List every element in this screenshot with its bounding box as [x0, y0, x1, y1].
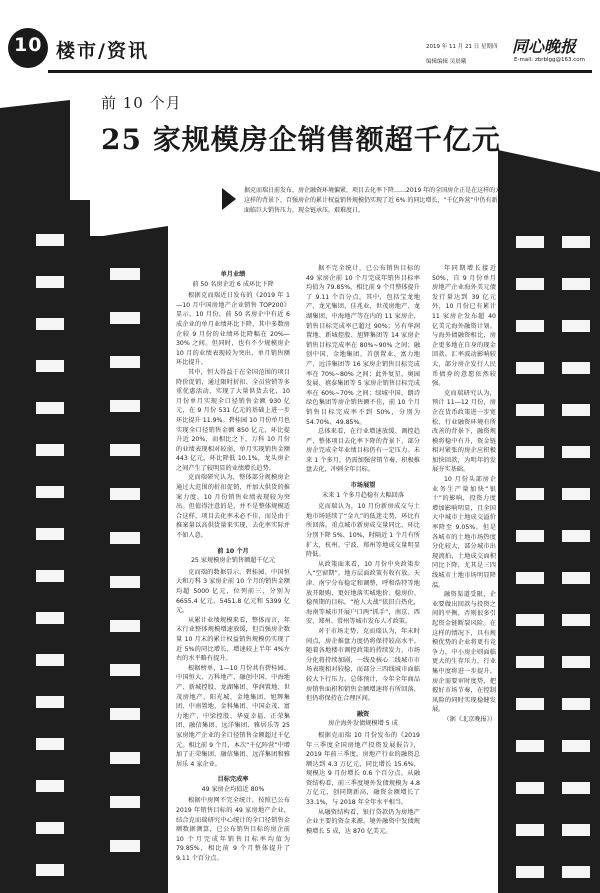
article-subheading: 前 10 个月 [217, 547, 249, 555]
article-column-3 [432, 264, 496, 723]
article-subheading: 融资 [356, 710, 370, 718]
date-line: 2019 年 11 月 21 日 星期四 [426, 44, 498, 50]
article-subheading: 市场展望 [350, 482, 376, 490]
article-paragraph: 从融资结构看，银行贷款仍为房地产企业主要的资金来源。境外融资中发债规模增长 5 成，达 870 亿美元。 [306, 808, 420, 835]
article-paragraph: 根据克而瑞 10 月份发布的《2019 年三季度全国房地产投资发展报告》，2019 年前三季度，房地产行业的融资总额达到 4.3 万亿元，同比增长 15.6%，规模达 9 月份增长 0.6 个百分点。从融资结构看，前三季度境外发债规模为 4.8 万亿元，创同期新高，融资金额增长了 33.1%，与 2018 年全年水平相当。 [306, 731, 420, 807]
article-paragraph: 根据克而瑞近日发布的《2019 年 1—10 月中国房地产企业销售 TOP200》显示，10 月份，前 50 名房企中有近 6 成企业的单月业绩环比下降，其中多数房企较 9 月份的业绩环比降幅在 20%—30% 之间。但同时，也有不少规模房企 10 月的业绩表现较为突出，单月销售额环比提升。 [176, 292, 290, 367]
left-second-roof [90, 226, 168, 238]
article-paragraph: 克而瑞研究认为，整体部分规模房企通过大范围的折扣促销，并加大供货的推案力度，10 月份销售业绩表现较为突出。但值得注意的是，并不是整体规模适合这样，项目去化率未必不佳，而是由于推案量以高供货量来实现，去化率实际并不如人意。 [176, 474, 290, 540]
article-paragraph: 对于市场走势，克而瑞认为，年末时间点，房企推盘力度仍将保持较高水平。随着各地楼市调控政策的持续发力，市场分化将持续加剧，一线及核心二线城市市场表现相对较稳，而部分三四线城市面临较大下行压力。总体预计，今年全年商品房销售面积和销售金额增速将有所回落，但仍将保持在合理区间。 [306, 627, 420, 703]
article-subheading: 目标完成率 [217, 776, 249, 784]
article-paragraph: 总体来看，在行业增速放缓、调控趋严、整体项目去化率下降的背景下，部分房企完成全年业绩目标仍有一定压力。未来 1 个多月，仍需加强营销节奏，积极推盘去化，冲刺全年目标。 [306, 428, 420, 474]
article-paragraph: 据不完全统计，已公布销售目标的 49 家房企前 10 个月完成年销售目标率均值为 79.85%，相比前 9 个月整体提升了 9.11 个百分点。其中，包括宝龙地产、龙光集团、佳兆业、世茂房地产、龙湖集团、中海地产等在内的 11 家房企，销售目标完成率已超过 90%；另有华润置地、新城控股、旭辉集团等 14 家房企销售目标完成率在 80%~90% 之间；融创中国、金地集团、首创置业、富力地产、远洋集团等 16 家房企销售目标完成率在 70%~80% 之间；此外复星、奥园发展、禧泰集团等 5 家房企销售目标完成率在 60%~70% 之间；绿城中国、朗诗绿色集团等房企销售额不佳，前 10 个月销售目标完成率不到 50%，分别为 54.70%、49.85%。 [306, 265, 420, 426]
header-rule [48, 70, 592, 73]
article-paragraph: 克而瑞的数据显示，碧桂园、中国恒大和万科 3 家房企前 10 个月的销售金额均超 5000 亿元，位列前三，分别为 6655.4 亿元、5451.8 亿元和 5399 亿元。 [176, 568, 290, 615]
article-subheading: 房企海外发债规模增 5 成 [328, 720, 398, 728]
left-roof-shape [0, 100, 70, 150]
article-paragraph: 从政策面来看，10 月份中央政策步入“空窗期”，地方层面政策有收有放。天津、南宁分布稳定和调整，呼和浩特等地放开限购，更好地落实城地价、稳房价、稳预期的目标。“抢人大战”依旧白热化，海南等城市开展户口两“抓手”，南京、西安、郑州、常州等城市发布人才政策。 [306, 560, 420, 626]
article-column-2 [306, 264, 420, 893]
article-subheading: 前 50 名房企近 6 成环比下降 [192, 280, 274, 288]
editor-line: 编辑编辑 吴晨曦 [426, 59, 467, 65]
article-paragraph: 年同期增长接近 50%，自 9 月份单月房地产企业海外美元债发行量达到 39 亿元外，10 月份已有累计 11 家房企发布超 40 亿美元海外融资计划。与海外债融资相比，房企更多地在自身的现金回款。汇率波动影响较大，部分房企发行人民币债券的意愿依然较强。 [432, 265, 496, 388]
left-tower-second [90, 236, 168, 893]
article-paragraph: 融资渠道受限，企业要做出回款与投资之间的平衡，否则很多引起资金链断裂风险。在这样的情况下，具有规模优势的企业将更有竞争力，中小房企则面临更大的生存压力，行业集中度将进一步提升。房企需要审时度势，把握好市场节奏，在控制风险的同时实现稳健发展。 [432, 591, 496, 714]
article-column-1 [176, 264, 290, 893]
article-paragraph: 从累计业绩规模来看，整体而言，年末行业整体规模增速放缓，但百强房企数量 10 月末的累计权益销售规模仍实现了近 5%的同比增长，增速较上半年 4%左右的水平略有提升。 [176, 616, 290, 663]
quote-arrow-icon [222, 188, 236, 210]
article-subheading: 单月业绩 [220, 271, 246, 278]
article-subheading: 25 家规模房企销售额超千亿元 [190, 557, 276, 565]
lead-summary: 据克而瑞日前发布，房企融资环境偏紧，项目去化率下降……2019 年的全国房企正是在这样的大背景下走过了 10 个月。在这样的背景下，百强房企的累计权益销售规模仍实现了近 6% 的同比增长，“千亿阵营”中仍有新面孔上榜。但同时，也有房企面临巨大销售压力，现金链承压，艰难度日。 [244, 187, 576, 214]
article-paragraph: 根据中房网不完全统计，按照已公布 2019 年销售目标的 49 家房地产企业，结合克而瑞研究中心统计的全口径销售金额数据测算，已公布销售目标的房企前 10 个月完成年销售目标率均值为 79.85%，相比前 9 个月整体提升了 9.11 个百分点。 [176, 797, 290, 863]
page-number: 10 [14, 34, 43, 56]
section-title: 楼市/资讯 [56, 40, 149, 62]
headline-kicker: 前 10 个月 [101, 94, 182, 112]
newspaper-masthead: 同心晚报 [512, 37, 577, 56]
article-source: （据《北京晚报》） [443, 715, 496, 723]
article-subheading: 49 家房企均值近 80% [201, 785, 265, 793]
right-roof-shape [498, 150, 600, 190]
editor-email: E-mail: zbrblgg@163.com [514, 57, 585, 63]
headline: 25 家规模房企销售额超千亿元 [101, 123, 501, 156]
article-paragraph: 其中，恒大得益于在全国范围的项目降价促销，通过限时折扣、全员营销等多重优惠活动，实现了大量供货去化，10 月份单月实现全口径销售金额 930 亿元，在 9 月份 531 亿元的基础上进一步环比提升 11.9%。碧桂园 10 月份单月也实现全口径销售金额 850 亿元，环比提升近 20%，而相比之下，万科 10 月份的业绩表现相对较弱，单月实现销售金额 443 亿元，环比降低 10.1%，龙头房企之间产生了较明显的业绩增长趋势。 [176, 368, 290, 472]
article-paragraph: 根据榜单，1—10 月份共有碧桂园、中国恒大、万科地产、融创中国、中海地产、新城控股、龙湖集团、华润置地、世茂房地产、阳光城、金地集团、旭辉集团、中南置地、金科集团、中国金茂、富力地产、中梁控股、华夏幸福、正荣集团、融信集团、远洋集团、雅居乐等 25 家房地产企业的全口径销售金额超过千亿元。相比前 9 个月，本次“千亿阵营”中增加了正荣集团、融信集团、远洋集团和雅居乐 4 家企业。 [176, 664, 290, 768]
article-paragraph: 10 月份头部房企业务生产量加快“银十”的影响，投资力度增加影响明显，且全国大中城市土地成交溢价率降至 9.05%。但是各城市的土地市场热度分化较大，部分城市出现流拍，土地成交面积同比下降，尤其是三四线城市土地市场明显降温。 [432, 476, 496, 589]
article-subheading: 未来 1 个多月趋稳有大幅回落 [321, 491, 405, 499]
article-paragraph: 克而瑞研究认为，预计 11—12 月份，房企在货币政策进一步宽松、行业融资环境有所改善的背景下，融资规模将稳中有升，资金链相对紧张的房企应积极加快回款，为明年的发展夯实基础。 [432, 389, 496, 474]
article-paragraph: 克而瑞认为，10 月份新房成交与土地市场延续了“金九”的低迷走势，环比有所回落。重点城市新房成交量同比、环比分别下降 5%、10%，时隔近 1 个月有所扩大，杭州、宁波、郑州等地成交量明显降低。 [306, 503, 420, 559]
